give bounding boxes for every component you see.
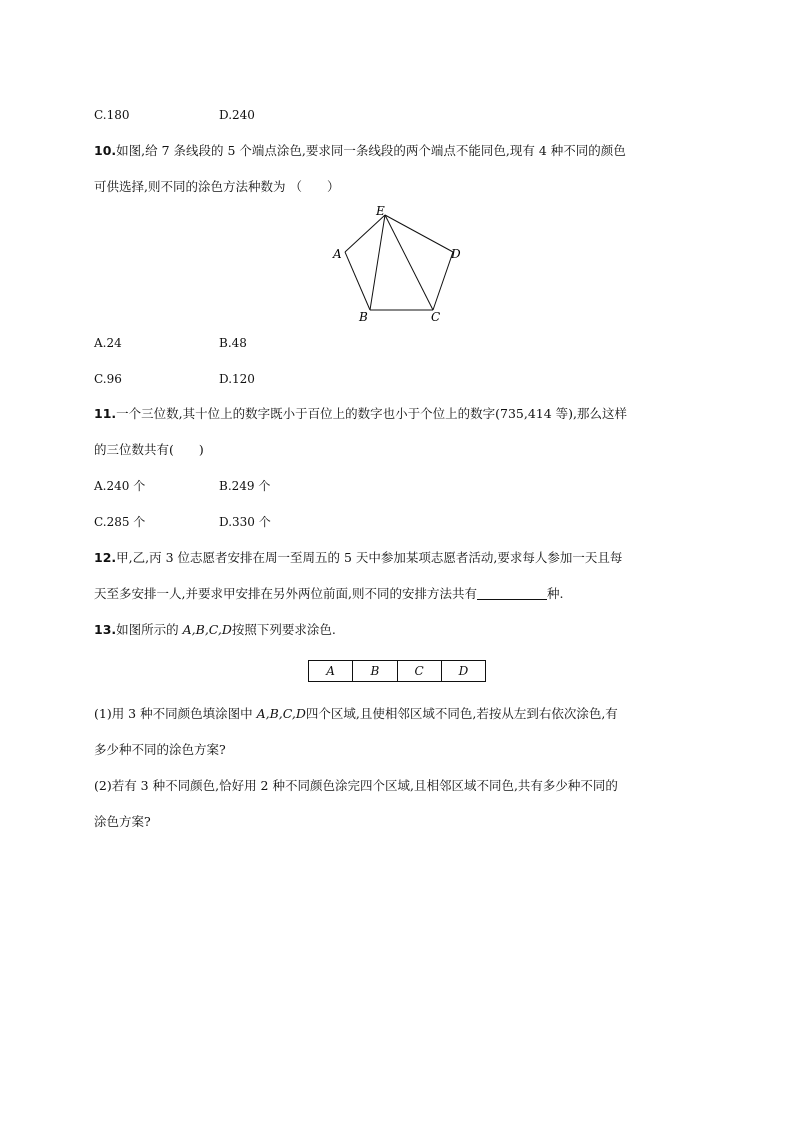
q13-intro-pre: 如图所示的 xyxy=(116,622,183,637)
q13-part1-pre: (1)用 3 种不同颜色填涂图中 xyxy=(94,706,257,721)
segment-CD xyxy=(433,252,453,310)
q12-stem-line2 xyxy=(94,586,563,602)
q9-option-d: D.240 xyxy=(219,108,255,122)
q13-part1-letters: A,B,C,D xyxy=(256,706,306,721)
q12-text-line1: 甲,乙,丙 3 位志愿者安排在周一至周五的 5 天中参加某项志愿者活动,要求每人参加一天且每 xyxy=(116,550,623,565)
segment-DE xyxy=(385,215,453,252)
segment-EC xyxy=(385,215,433,310)
q11-option-b: B.249 个 xyxy=(219,479,271,493)
q13-intro-post: 按照下列要求涂色. xyxy=(231,622,336,637)
q13-intro xyxy=(94,622,336,638)
q11-option-d: D.330 个 xyxy=(219,515,271,529)
label-D: D xyxy=(451,247,461,261)
q13-number: 13. xyxy=(94,622,117,637)
q11-text-line1: 一个三位数,其十位上的数字既小于百位上的数字也小于个位上的数字(735,414 等),那么这样 xyxy=(116,406,628,421)
q11-option-c: C.285 个 xyxy=(94,515,146,529)
q10-number: 10. xyxy=(94,143,117,158)
label-B: B xyxy=(359,310,368,324)
label-E: E xyxy=(376,204,385,218)
q10-text-line1: 如图,给 7 条线段的 5 个端点涂色,要求同一条线段的两个端点不能同色,现有 4 种不同的颜色 xyxy=(116,143,626,158)
q9-option-c: C.180 xyxy=(94,108,130,122)
q10-option-d: D.120 xyxy=(219,372,255,386)
q10-option-c: C.96 xyxy=(94,372,122,386)
q12-answer-blank xyxy=(477,587,547,600)
q10-option-b: B.48 xyxy=(219,336,247,350)
region-cell: B xyxy=(353,661,397,681)
q13-part1-line1 xyxy=(94,706,618,722)
q12-text-line2-pre: 天至多安排一人,并要求甲安排在另外两位前面,则不同的安排方法共有 xyxy=(94,586,477,601)
region-cell: D xyxy=(458,664,469,678)
q11-number: 11. xyxy=(94,406,117,421)
segment-EB xyxy=(370,215,385,310)
q10-stem-line2: 可供选择,则不同的涂色方法种数为 （ ） xyxy=(94,179,340,194)
region-cell: C xyxy=(398,661,442,681)
q11-option-a: A.240 个 xyxy=(94,479,146,493)
segment-AB xyxy=(345,252,370,310)
q10-option-a: A.24 xyxy=(94,336,122,350)
label-A: A xyxy=(333,247,342,261)
q13-intro-letters: A,B,C,D xyxy=(182,622,232,637)
region-strip xyxy=(308,660,486,682)
q10-stem-line1 xyxy=(94,143,626,159)
q13-part1-post: 四个区域,且使相邻区域不同色,若按从左到右依次涂色,有 xyxy=(305,706,618,721)
q13-part2-line1: (2)若有 3 种不同颜色,恰好用 2 种不同颜色涂完四个区域,且相邻区域不同色,共有多少种不同的 xyxy=(94,778,618,793)
segment-EA xyxy=(345,215,385,252)
region-cell: A xyxy=(309,661,353,681)
q12-text-line2-post: 种. xyxy=(546,586,564,601)
q13-part2-line2: 涂色方案? xyxy=(94,814,151,829)
q12-stem-line1 xyxy=(94,550,622,566)
q12-number: 12. xyxy=(94,550,117,565)
pentagon-figure xyxy=(325,200,470,325)
q11-stem-line2: 的三位数共有( ) xyxy=(94,442,204,457)
q11-stem-line1 xyxy=(94,406,627,422)
label-C: C xyxy=(431,310,441,324)
q13-part1-line2: 多少种不同的涂色方案? xyxy=(94,742,226,757)
